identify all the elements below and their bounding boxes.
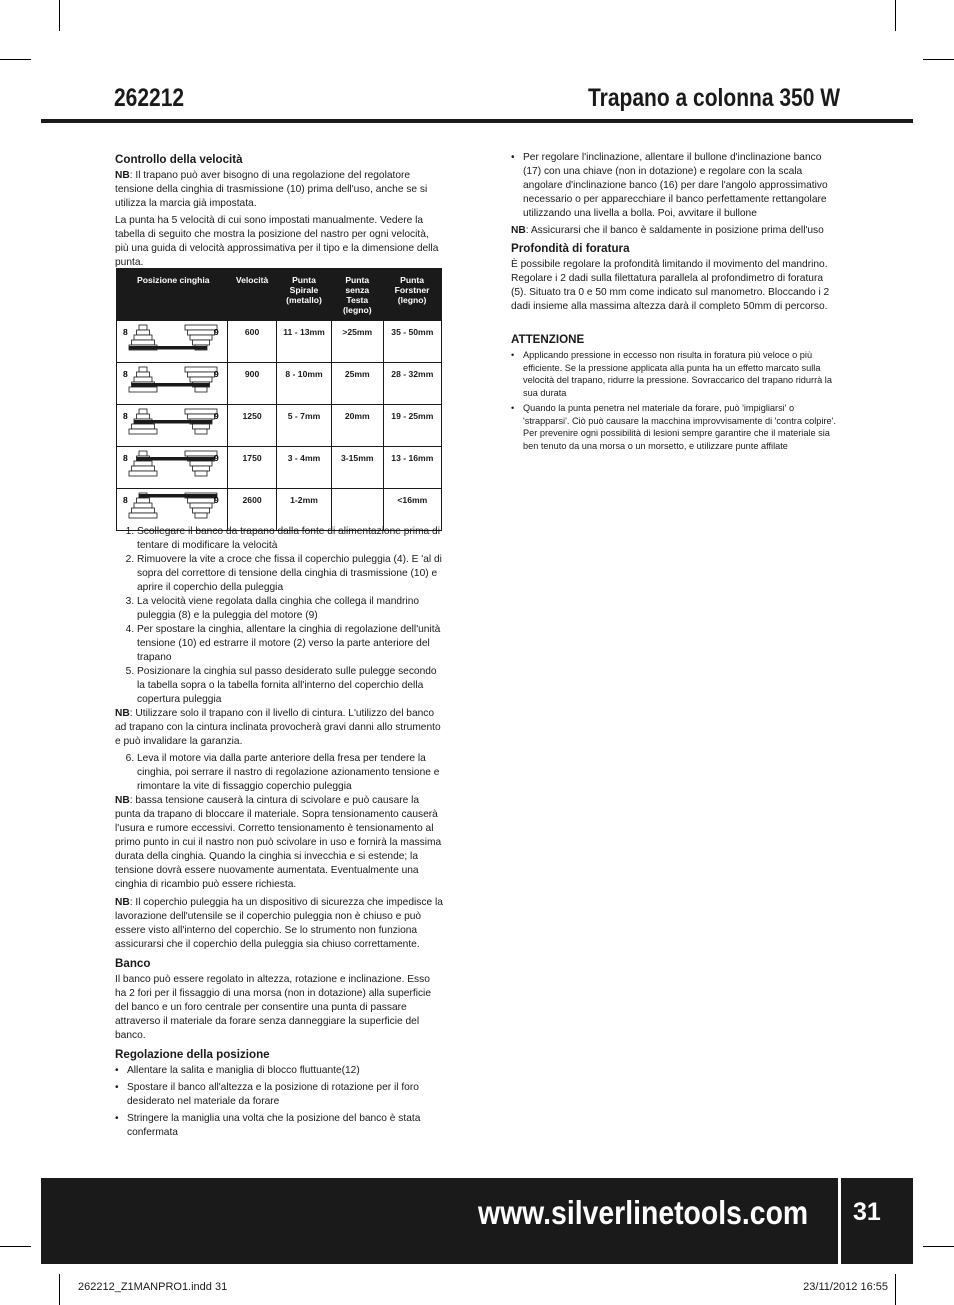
table-row xyxy=(117,447,442,489)
pulley-label-9: 9 xyxy=(214,495,219,505)
spindle-pulley-step xyxy=(137,372,150,377)
spiral-bit-cell: 3 - 4mm xyxy=(277,447,332,489)
header-rule xyxy=(41,119,913,123)
speed-cell: 600 xyxy=(228,321,277,363)
motor-pulley-step xyxy=(188,372,215,377)
spindle-pulley-step xyxy=(129,387,157,392)
steps-list xyxy=(115,525,443,707)
pulley-diagram xyxy=(117,405,227,439)
nb-label: NB xyxy=(511,225,526,236)
headless-bit-cell: >25mm xyxy=(331,321,383,363)
spiral-bit-cell: 1-2mm xyxy=(277,489,332,531)
position-list xyxy=(115,1064,443,1140)
crop-mark xyxy=(59,0,60,31)
spiral-bit-cell: 8 - 10mm xyxy=(277,363,332,405)
drive-belt xyxy=(137,457,215,461)
list-item: 1. Scollegare il banco da trapano dalla fonte di alimentazione prima di tentare di modificare la velocità xyxy=(137,525,443,553)
spindle-pulley-step xyxy=(137,414,150,419)
attention-list xyxy=(511,349,841,452)
table-header-row xyxy=(117,269,442,321)
spindle-pulley-step xyxy=(139,451,147,456)
pulley-diagram xyxy=(117,321,227,355)
spindle-pulley-step xyxy=(134,335,152,340)
footer-divider xyxy=(838,1178,841,1264)
list-item: • Applicando pressione in eccesso non risulta in foratura più veloce o più efficiente. Se la pressione applicata alla punta ha un effetto marcato sulla velocità del trapano, ridurre la pressione. Sovraccarico del trapano ridurrà la sua durata xyxy=(523,349,841,399)
nb-text: : bassa tensione causerà la cintura di scivolare e può causare la punta da trapano di bloccare il materiale. Sopra tensionamento causerà l'usura e rumore eccessivi. Corretto tensionamento è tensionamento al primo punto in cui il nastro non può scivolare in uso e fornirà la massima durata della cinghia. Quando la cinghia si invecchia e si estende; la tensione dovrà essere nuovamente aumentata. Eventualmente una cinghia di ricambio può essere richiesta. xyxy=(115,795,442,890)
banco-text: Il banco può essere regolato in altezza, rotazione e inclinazione. Esso ha 2 fori per il fissaggio di una morsa (non in dotazione) alla superficie del banco e un foro centrale per consentire una punta di passare attraverso il materiale da forare senza danneggiare la superficie del banco. xyxy=(115,974,431,1041)
right-column xyxy=(511,151,841,455)
headless-bit-cell: 20mm xyxy=(331,405,383,447)
list-item: 4. Per spostare la cinghia, allentare la cinghia di regolazione dell'unità tensione (10) ed estrarre il motore (2) verso la parte anteriore del trapano xyxy=(137,623,443,665)
list-item: 3. La velocità viene regolata dalla cinghia che collega il mandrino puleggia (8) e la puleggia del motore (9) xyxy=(137,595,443,623)
product-code: 262212 xyxy=(114,84,185,112)
pulley-diagram xyxy=(117,447,227,481)
depth-heading: Profondità di foratura xyxy=(511,242,630,255)
spindle-pulley-step xyxy=(139,325,147,330)
col-belt-position: Posizione cinghia xyxy=(117,269,228,321)
motor-pulley-step xyxy=(188,414,215,419)
table-row xyxy=(117,363,442,405)
motor-pulley-step xyxy=(190,461,212,466)
headless-bit-cell: 25mm xyxy=(331,363,383,405)
col-speed: Velocità xyxy=(228,269,277,321)
motor-pulley-step xyxy=(193,340,210,345)
drive-belt xyxy=(129,346,207,350)
banco-heading: Banco xyxy=(115,957,151,970)
speed-cell: 1750 xyxy=(228,447,277,489)
pulley-label-9: 9 xyxy=(214,411,219,421)
list-item: • Stringere la maniglia una volta che la posizione del banco è stata confermata xyxy=(127,1112,443,1140)
motor-pulley-step xyxy=(195,513,207,518)
motor-pulley-step xyxy=(193,508,210,513)
crop-mark xyxy=(0,59,31,60)
table-row xyxy=(117,405,442,447)
nb-label: NB xyxy=(115,795,130,806)
spindle-pulley-step xyxy=(139,367,147,372)
motor-pulley-step xyxy=(195,429,207,434)
motor-pulley-step xyxy=(188,498,215,503)
col-forstner: Punta Forstner (legno) xyxy=(383,269,441,321)
pulley-label-8: 8 xyxy=(123,453,128,463)
motor-pulley-step xyxy=(190,503,212,508)
nb-label: NB xyxy=(115,708,130,719)
nb-paragraph xyxy=(115,794,443,892)
spindle-pulley-step xyxy=(132,466,155,471)
nb-text: : Utilizzare solo il trapano con il livello di cintura. L'utilizzo del banco ad trapano con la cintura inclinata provocherà gravi danni allo strumento e può invalidare la garanzia. xyxy=(115,708,441,747)
steps-list-continued xyxy=(115,752,443,794)
position-heading: Regolazione della posizione xyxy=(115,1048,270,1061)
belt-diagram-cell xyxy=(117,363,228,405)
attention-heading: ATTENZIONE xyxy=(511,333,585,346)
speed-text: La punta ha 5 velocità di cui sono impostati manualmente. Vedere la tabella di seguito che mostra la posizione del nastro per ogni velocità, più una guida di velocità approssimativa per il tipo e la dimensione della punta. xyxy=(115,215,439,268)
spindle-pulley-step xyxy=(129,513,157,518)
pulley-label-8: 8 xyxy=(123,327,128,337)
drive-belt xyxy=(132,383,210,387)
spindle-pulley-step xyxy=(132,508,155,513)
table-row xyxy=(117,321,442,363)
motor-pulley-step xyxy=(195,387,207,392)
list-item: • Allentare la salita e maniglia di blocco fluttuante(12) xyxy=(127,1064,443,1078)
speed-nb-text: : Il trapano può aver bisogno di una regolazione del regolatore tensione della cinghia di trasmissione (10) prima dell'uso, anche se si utilizza la marcia già impostata. xyxy=(115,170,428,209)
spiral-bit-cell: 11 - 13mm xyxy=(277,321,332,363)
drive-belt xyxy=(134,420,212,424)
belt-diagram-cell xyxy=(117,321,228,363)
crop-mark xyxy=(923,59,954,60)
forstner-bit-cell: 19 - 25mm xyxy=(383,405,441,447)
pulley-label-9: 9 xyxy=(214,453,219,463)
motor-pulley-step xyxy=(190,335,212,340)
nb-text: : Il coperchio puleggia ha un dispositivo di sicurezza che impedisce la lavorazione dell'utensile se il coperchio puleggia non è chiuso e può essere visto all'interno del coperchio. Se lo strumento non funziona assicurarsi che il coperchio della puleggia sia chiuso correttamente. xyxy=(115,897,443,950)
pulley-diagram xyxy=(117,363,227,397)
left-column-top xyxy=(115,152,443,273)
left-column-bottom xyxy=(115,525,443,1143)
crop-mark xyxy=(895,0,896,31)
crop-mark xyxy=(59,1274,60,1305)
forstner-bit-cell: 28 - 32mm xyxy=(383,363,441,405)
spindle-pulley-step xyxy=(132,340,155,345)
nb-label: NB xyxy=(115,170,130,181)
nb-text: : Assicurarsi che il banco è saldamente in posizione prima dell'uso xyxy=(525,225,824,236)
spindle-pulley-step xyxy=(134,461,152,466)
depth-text: È possibile regolare la profondità limitando il movimento del mandrino. Regolare i 2 dadi sulla filettatura parallela al profondimetro di foratura (5). Situato tra 0 e 50 mm come indicato sul manometro. Bloccando i 2 dadi insieme alla massima altezza darà il completo 50mm di percorso. xyxy=(511,259,830,312)
speed-cell: 2600 xyxy=(228,489,277,531)
motor-pulley-step xyxy=(185,367,217,372)
list-item: • Quando la punta penetra nel materiale da forare, può 'impigliarsi' o 'strapparsi'. Ciò può causare la macchina improvvisamente di 'contra colpire'. Per prevenire ogni possibilità di lesioni sempre garantire che il materiale sia ben tenuto da una morsa o un morsetto, e utilizzare punte affilate xyxy=(523,402,841,452)
motor-pulley-step xyxy=(188,330,215,335)
col-spiral: Punta Spirale (metallo) xyxy=(277,269,332,321)
pulley-label-8: 8 xyxy=(123,369,128,379)
spindle-pulley-step xyxy=(139,409,147,414)
nb-paragraph xyxy=(511,224,841,238)
forstner-bit-cell: 13 - 16mm xyxy=(383,447,441,489)
list-item: • Spostare il banco all'altezza e la posizione di rotazione per il foro desiderato nel materiale da forare xyxy=(127,1081,443,1109)
spindle-pulley-step xyxy=(134,377,152,382)
list-item: 2. Rimuovere la vite a croce che fissa il coperchio puleggia (4). E 'al di sopra del correttore di tensione della cinghia di trasmissione (10) e aprire il coperchio della puleggia xyxy=(137,553,443,595)
speed-heading: Controllo della velocità xyxy=(115,153,243,166)
spindle-pulley-step xyxy=(137,498,150,503)
nb-paragraph xyxy=(115,707,443,749)
motor-pulley-step xyxy=(193,466,210,471)
spindle-pulley-step xyxy=(132,424,155,429)
speed-cell: 900 xyxy=(228,363,277,405)
crop-mark xyxy=(895,1274,896,1305)
belt-diagram-cell xyxy=(117,405,228,447)
spindle-pulley-step xyxy=(129,471,157,476)
forstner-bit-cell: <16mm xyxy=(383,489,441,531)
pulley-diagram xyxy=(117,489,227,523)
spindle-pulley-step xyxy=(129,429,157,434)
slug-date: 23/11/2012 16:55 xyxy=(803,1281,888,1293)
nb-paragraph xyxy=(115,896,443,952)
page-number: 31 xyxy=(853,1198,881,1226)
pulley-label-8: 8 xyxy=(123,495,128,505)
pulley-label-9: 9 xyxy=(214,369,219,379)
spindle-pulley-step xyxy=(134,503,152,508)
incline-list xyxy=(511,151,841,221)
page-title: Trapano a colonna 350 W xyxy=(587,84,840,112)
spindle-pulley-step xyxy=(137,330,150,335)
pulley-label-8: 8 xyxy=(123,411,128,421)
list-item: • Per regolare l'inclinazione, allentare il bullone d'inclinazione banco (17) con una chiave (non in dotazione) e regolare con la scala angolare d'inclinazione banco (16) per dare l'angolo approssimativo necessario o per apparecchiare il banco perfettamente rettangolare utilizzando una livella a bolla. Poi, avvitare il bullone xyxy=(523,151,841,221)
col-headless: Punta senza Testa (legno) xyxy=(331,269,383,321)
belt-diagram-cell xyxy=(117,447,228,489)
slug-file: 262212_Z1MANPRO1.indd 31 xyxy=(78,1281,228,1293)
forstner-bit-cell: 35 - 50mm xyxy=(383,321,441,363)
motor-pulley-step xyxy=(193,424,210,429)
list-item: 6. Leva il motore via dalla parte anteriore della fresa per tendere la cinghia, poi serrare il nastro di regolazione azionamento tensione e rimontare la vite di fissaggio coperchio puleggia xyxy=(137,752,443,794)
website-url[interactable]: www.silverlinetools.com xyxy=(478,1194,809,1231)
nb-label: NB xyxy=(115,897,130,908)
crop-mark xyxy=(0,1246,31,1247)
pulley-label-9: 9 xyxy=(214,327,219,337)
motor-pulley-step xyxy=(185,325,217,330)
drive-belt xyxy=(139,494,217,498)
motor-pulley-step xyxy=(190,377,212,382)
headless-bit-cell: 3-15mm xyxy=(331,447,383,489)
list-item: 5. Posizionare la cinghia sul passo desiderato sulle pulegge secondo la tabella sopra o la tabella fornita all'interno del coperchio della copertura puleggia xyxy=(137,665,443,707)
motor-pulley-step xyxy=(185,451,217,456)
speed-table xyxy=(116,268,442,531)
crop-mark xyxy=(923,1246,954,1247)
speed-nb xyxy=(115,169,443,211)
motor-pulley-step xyxy=(185,409,217,414)
speed-cell: 1250 xyxy=(228,405,277,447)
spiral-bit-cell: 5 - 7mm xyxy=(277,405,332,447)
motor-pulley-step xyxy=(195,471,207,476)
